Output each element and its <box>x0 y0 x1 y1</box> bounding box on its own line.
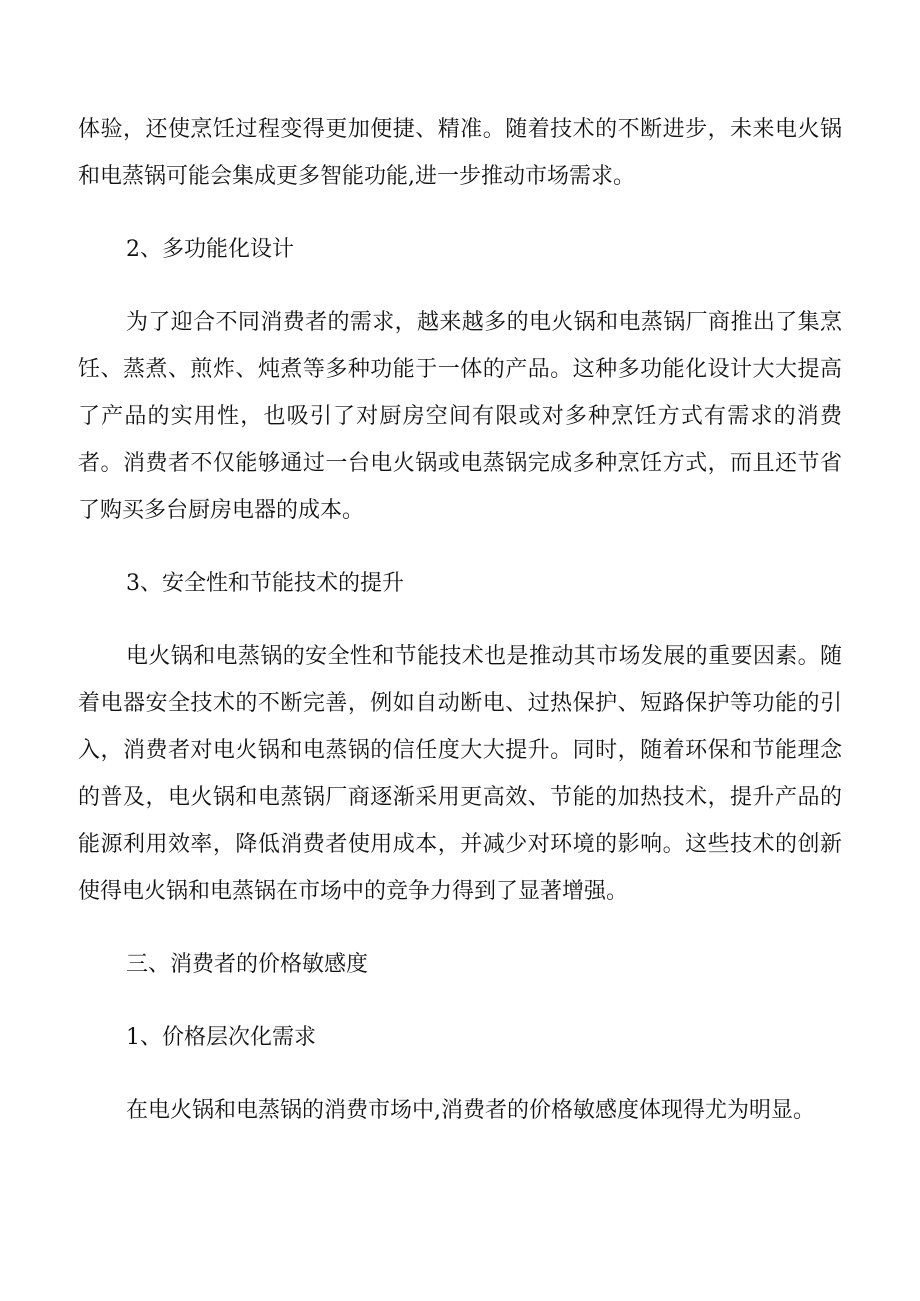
heading-multifunction-design: 2、多功能化设计 <box>126 237 294 262</box>
paragraph-price-sensitivity: 在电火锅和电蒸锅的消费市场中,消费者的价格敏感度体现得尤为明显。 <box>126 1098 815 1123</box>
section-heading-price-sensitivity: 三、消费者的价格敏感度 <box>126 952 369 977</box>
subheading-price-tiers: 1、价格层次化需求 <box>126 1025 316 1050</box>
paragraph-intro: 体验，还使烹饪过程变得更加便捷、精准。随着技术的不断进步，未来电火锅和电蒸锅可能会集成更多智能功能,进一步推动市场需求。 <box>78 117 842 189</box>
heading-safety-energy: 3、安全性和节能技术的提升 <box>126 571 404 596</box>
paragraph-multifunction: 为了迎合不同消费者的需求，越来越多的电火锅和电蒸锅厂商推出了集烹饪、蒸煮、煎炸、炖煮等多种功能于一体的产品。这种多功能化设计大大提高了产品的实用性，也吸引了对厨房空间有限或对多种烹饪方式有需求的消费者。消费者不仅能够通过一台电火锅或电蒸锅完成多种烹饪方式，而且还节省了购买多台厨房电器的成本。 <box>78 310 842 523</box>
document-body <box>78 106 842 1134</box>
paragraph-safety-energy: 电火锅和电蒸锅的安全性和节能技术也是推动其市场发展的重要因素。随着电器安全技术的不断完善，例如自动断电、过热保护、短路保护等功能的引入，消费者对电火锅和电蒸锅的信任度大大提升。同时，随着环保和节能理念的普及，电火锅和电蒸锅厂商逐渐采用更高效、节能的加热技术，提升产品的能源利用效率，降低消费者使用成本，并减少对环境的影响。这些技术的创新使得电火锅和电蒸锅在市场中的竞争力得到了显著增强。 <box>78 644 842 904</box>
